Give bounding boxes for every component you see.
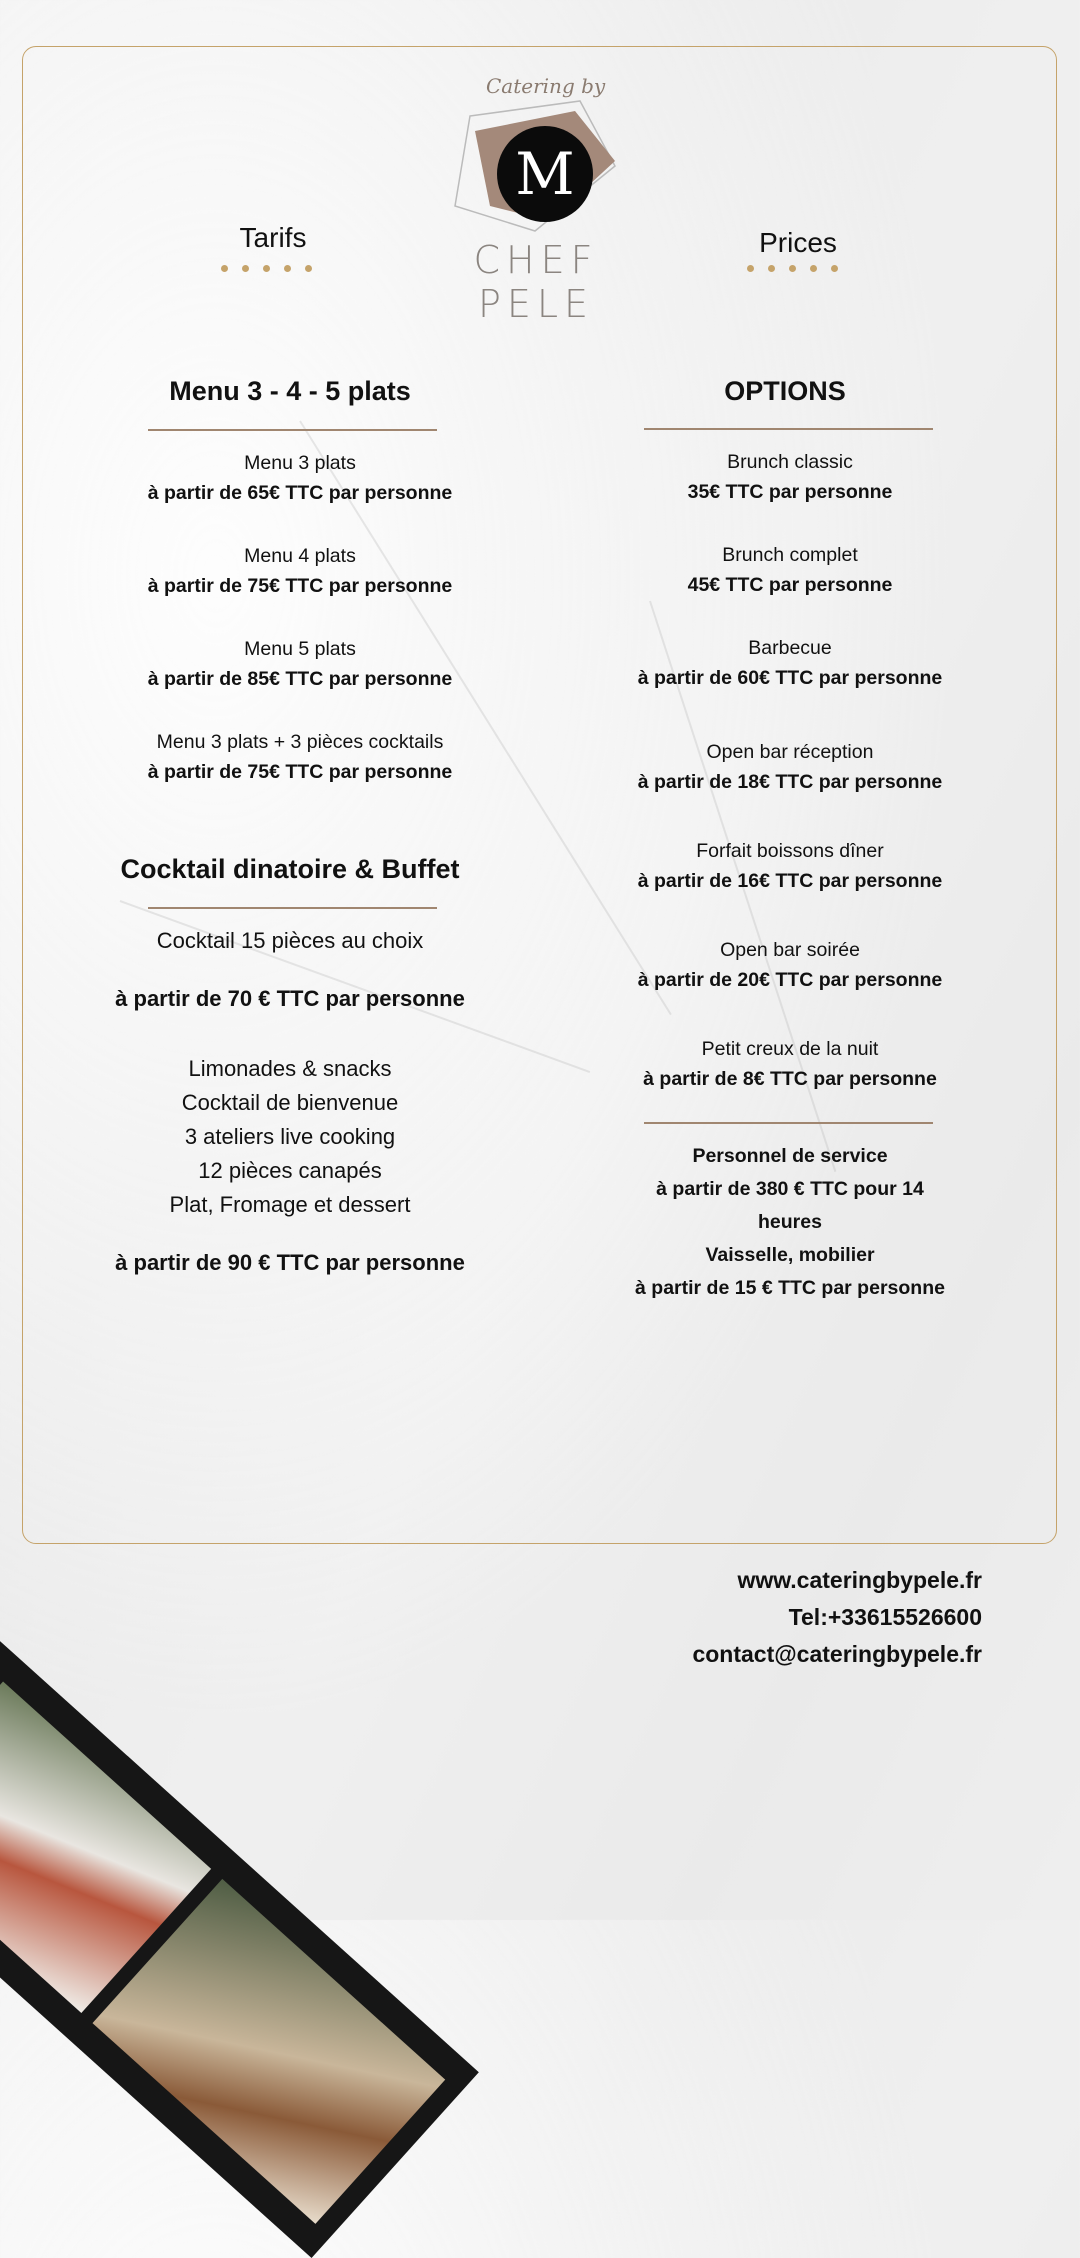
cocktail-list-item: Cocktail de bienvenue [181, 1090, 399, 1115]
logo-script: Catering by [486, 74, 606, 98]
option-item [600, 1034, 980, 1094]
menu-item [110, 541, 490, 601]
tarifs-heading: Tarifs [239, 222, 307, 253]
menu-item [110, 727, 490, 787]
cocktail-list-item: Plat, Fromage et dessert [169, 1192, 411, 1217]
monogram-letter: M [515, 140, 575, 208]
option-price: à partir de 16€ TTC par personne [637, 870, 943, 892]
email-link[interactable]: contact@cateringbypele.fr [692, 1641, 982, 1667]
option-item [600, 540, 980, 600]
prices-dots [747, 265, 838, 272]
cocktail-list-item: Limonades & snacks [188, 1056, 392, 1081]
menu-item [110, 634, 490, 694]
option-item [600, 447, 980, 507]
cocktail-title: Cocktail dinatoire & Buffet [120, 854, 460, 884]
option-label: Open bar réception [706, 741, 874, 763]
menu-item-label: Menu 3 plats [244, 452, 356, 474]
menu-item-label: Menu 3 plats + 3 pièces cocktails [156, 731, 444, 753]
contact-block [692, 1562, 982, 1673]
option-price: à partir de 8€ TTC par personne [643, 1068, 937, 1090]
option-label: Brunch complet [722, 544, 858, 566]
extra-line: heures [758, 1211, 822, 1233]
logo-emblem [440, 96, 640, 246]
menu-item-price: à partir de 75€ TTC par personne [147, 761, 453, 783]
menu-item-price: à partir de 75€ TTC par personne [147, 575, 453, 597]
website-link[interactable]: www.cateringbypele.fr [737, 1567, 982, 1593]
menu-item-price: à partir de 85€ TTC par personne [147, 668, 453, 690]
cocktail-line: Cocktail 15 pièces au choix [156, 928, 424, 953]
menu-item-label: Menu 4 plats [244, 545, 356, 567]
tarifs-dots [221, 265, 312, 272]
menu-item-label: Menu 5 plats [244, 638, 356, 660]
cocktail-list-item: 3 ateliers live cooking [184, 1124, 396, 1149]
options-title: OPTIONS [724, 376, 846, 406]
menu-item [110, 448, 490, 508]
cocktail-price: à partir de 70 € TTC par personne [115, 986, 465, 1011]
cocktail-block [90, 924, 490, 1280]
extra-line: Vaisselle, mobilier [705, 1244, 875, 1266]
menu-item-price: à partir de 65€ TTC par personne [147, 482, 453, 504]
option-label: Open bar soirée [720, 939, 860, 961]
options-rule [644, 428, 933, 430]
option-price: 35€ TTC par personne [687, 481, 893, 503]
option-label: Petit creux de la nuit [701, 1038, 879, 1060]
option-price: à partir de 20€ TTC par personne [637, 969, 943, 991]
options-extras [610, 1140, 970, 1305]
menus-list [110, 448, 490, 787]
extra-line: à partir de 380 € TTC pour 14 [656, 1178, 924, 1200]
cocktail-list-item: 12 pièces canapés [198, 1158, 382, 1183]
photo-filmstrip [0, 1470, 479, 2258]
menus-title: Menu 3 - 4 - 5 plats [169, 376, 411, 406]
option-item [600, 836, 980, 896]
option-item [600, 633, 980, 693]
option-label: Barbecue [748, 637, 832, 659]
option-price: 45€ TTC par personne [687, 574, 893, 596]
cocktail-rule [148, 907, 437, 909]
options-extra-rule [644, 1122, 933, 1124]
option-item [600, 935, 980, 995]
option-price: à partir de 60€ TTC par personne [637, 667, 943, 689]
option-label: Forfait boissons dîner [696, 840, 884, 862]
menus-rule [148, 429, 437, 431]
option-label: Brunch classic [727, 451, 853, 473]
cocktail-price: à partir de 90 € TTC par personne [115, 1250, 465, 1275]
cocktail-list [90, 1052, 490, 1222]
phone-number[interactable]: Tel:+33615526600 [788, 1604, 982, 1630]
extra-line: à partir de 15 € TTC par personne [635, 1277, 945, 1299]
options-list [600, 447, 980, 1094]
option-item [600, 737, 980, 797]
prices-heading: Prices [759, 227, 837, 258]
option-price: à partir de 18€ TTC par personne [637, 771, 943, 793]
extra-line: Personnel de service [692, 1145, 888, 1167]
logo-wordmark: CHEF PELE [473, 238, 599, 326]
